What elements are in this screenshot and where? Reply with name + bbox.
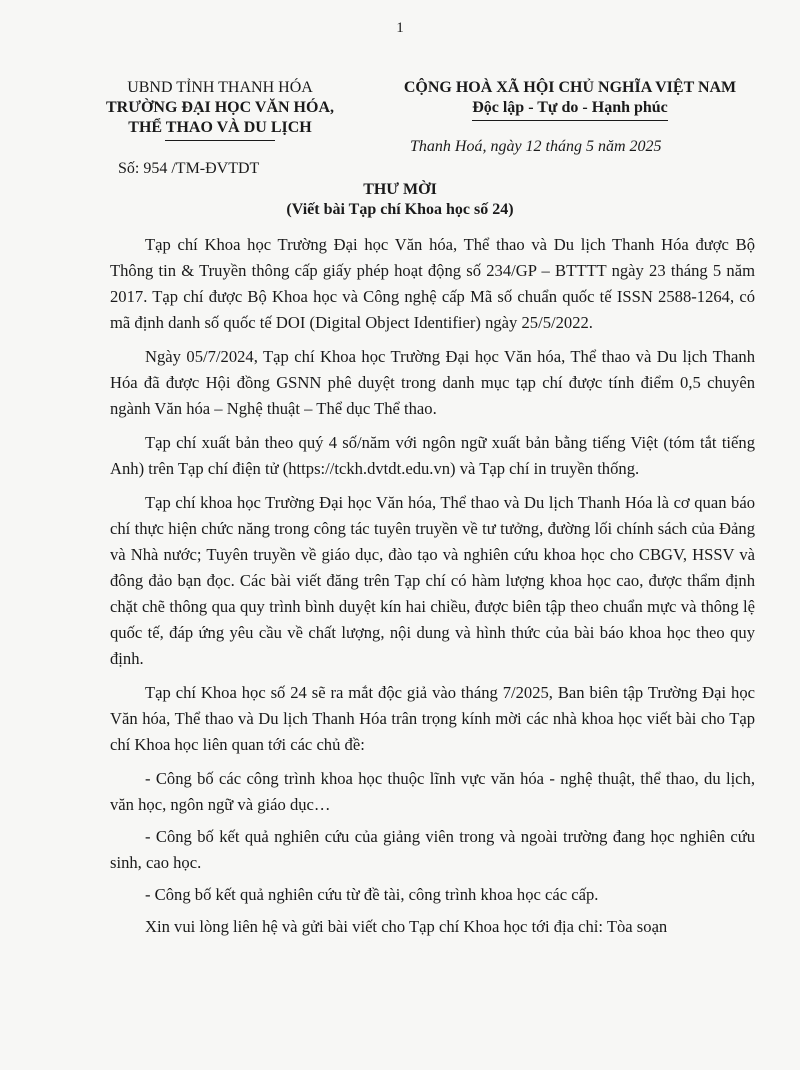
bullet-item: - Công bố kết quả nghiên cứu từ đề tài, công trình khoa học các cấp. xyxy=(145,885,599,904)
document-body xyxy=(110,232,755,948)
bullet-item: - Công bố kết quả nghiên cứu của giảng viên trong và ngoài trường đang học nghiên cứu sinh, cao học. xyxy=(110,827,755,872)
paragraph: Tạp chí khoa học Trường Đại học Văn hóa, Thể thao và Du lịch Thanh Hóa là cơ quan báo chí thực hiện chức năng trong công tác tuyên truyền về tư tưởng, đường lối chính sách của Đảng và Nhà nước; Tuyên truyền về giáo dục, đào tạo và nghiên cứu khoa học cho CBGV, HSSV và đông đảo bạn đọc. Các bài viết đăng trên Tạp chí có hàm lượng khoa học cao, được thẩm định chặt chẽ thông qua quy trình bình duyệt kín hai chiều, được biên tập theo chuẩn mực và thông lệ quốc tế, đáp ứng yêu cầu về chất lượng, nội dung và hình thức của bài báo khoa học theo quy định. xyxy=(110,493,755,668)
document-number: Số: 954 /TM-ĐVTDT xyxy=(118,160,260,177)
national-motto: Độc lập - Tự do - Hạnh phúc xyxy=(472,98,668,121)
issuer-school-line2: THỂ THAO VÀ DU LỊCH xyxy=(128,119,312,136)
bullet-item: - Công bố các công trình khoa học thuộc lĩnh vực văn hóa - nghệ thuật, thể thao, du lịch, văn học, ngôn ngữ và giáo dục… xyxy=(110,769,755,814)
national-header xyxy=(360,78,780,121)
title-sub: (Viết bài Tạp chí Khoa học số 24) xyxy=(286,201,514,218)
document-title xyxy=(0,180,800,220)
closing-paragraph: Xin vui lòng liên hệ và gửi bài viết cho Tạp chí Khoa học tới địa chỉ: Tòa soạn xyxy=(145,917,668,936)
nation-name: CỘNG HOÀ XÃ HỘI CHỦ NGHĨA VIỆT NAM xyxy=(403,79,737,96)
paragraph: Ngày 05/7/2024, Tạp chí Khoa học Trường Đại học Văn hóa, Thể thao và Du lịch Thanh Hóa đã được Hội đồng GSNN phê duyệt trong danh mục tạp chí được tính điểm 0,5 chuyên ngành Văn hóa – Nghệ thuật – Thể dục Thể thao. xyxy=(110,347,755,418)
issuer-org: UBND TỈNH THANH HÓA xyxy=(127,79,313,96)
issuer-block xyxy=(70,78,370,141)
paragraph: Tạp chí Khoa học số 24 sẽ ra mắt độc giả vào tháng 7/2025, Ban biên tập Trường Đại học Văn hóa, Thể thao và Du lịch Thanh Hóa trân trọng kính mời các nhà khoa học viết bài cho Tạp chí Khoa học liên quan tới các chủ đề: xyxy=(110,683,755,754)
paragraph: Tạp chí xuất bản theo quý 4 số/năm với ngôn ngữ xuất bản bằng tiếng Việt (tóm tắt tiếng Anh) trên Tạp chí điện tử (https://tckh.dvtdt.edu.vn) và Tạp chí in truyền thống. xyxy=(110,433,755,478)
paragraph: Tạp chí Khoa học Trường Đại học Văn hóa, Thể thao và Du lịch Thanh Hóa được Bộ Thông tin & Truyền thông cấp giấy phép hoạt động số 234/GP – BTTTT ngày 23 tháng 5 năm 2017. Tạp chí được Bộ Khoa học và Công nghệ cấp Mã số chuẩn quốc tế ISSN 2588-1264, có mã định danh số quốc tế DOI (Digital Object Identifier) ngày 25/5/2022. xyxy=(110,235,755,332)
page-number: 1 xyxy=(396,20,404,36)
title-main: THƯ MỜI xyxy=(363,181,437,198)
issuer-school-line1: TRƯỜNG ĐẠI HỌC VĂN HÓA, xyxy=(105,99,334,116)
document-date: Thanh Hoá, ngày 12 tháng 5 năm 2025 xyxy=(410,138,662,155)
issuer-underline xyxy=(165,140,275,141)
